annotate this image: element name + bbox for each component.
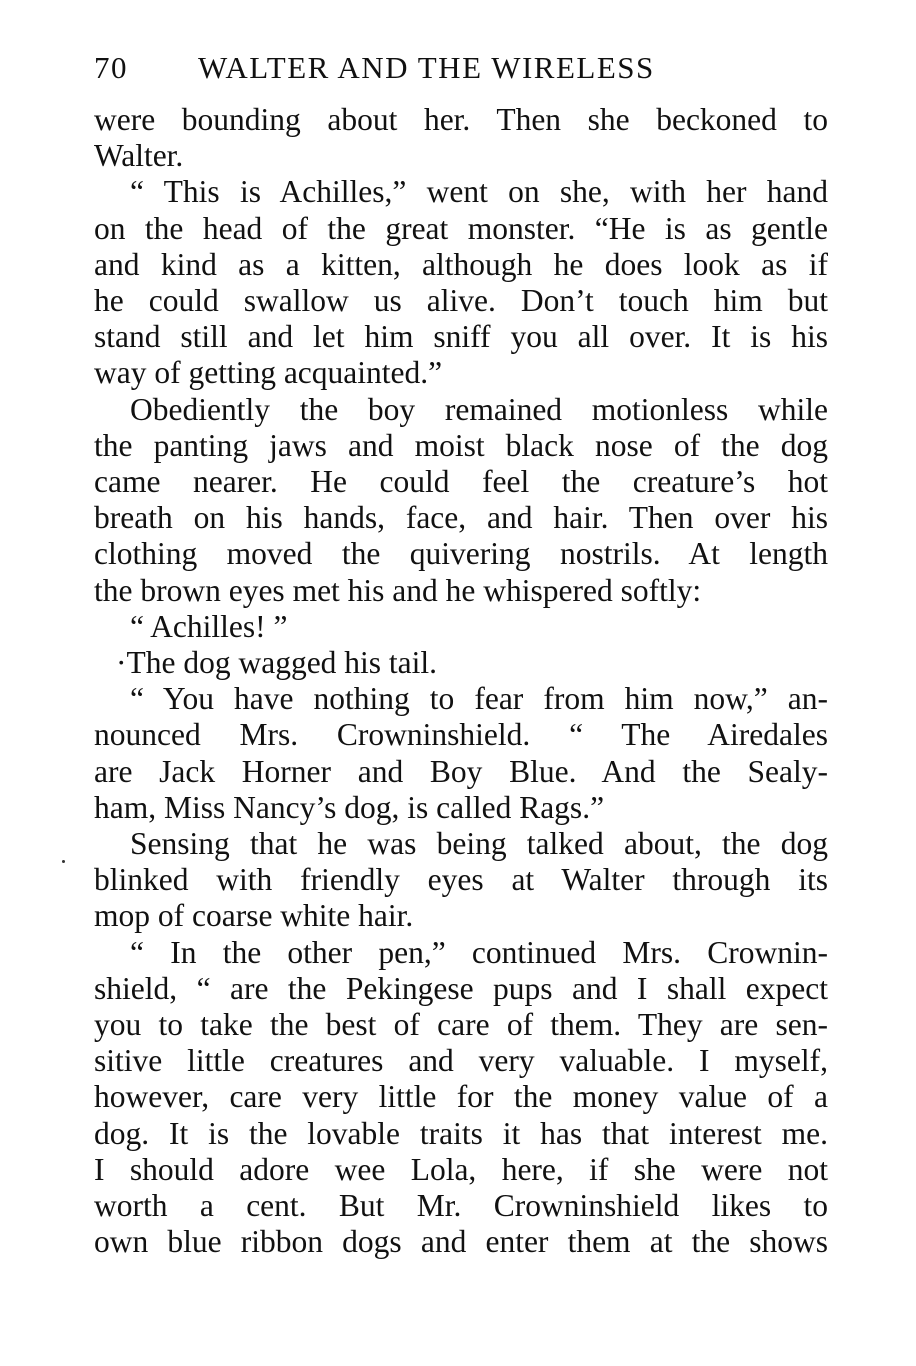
text-line: however, care very little for the money value of a: [94, 1079, 828, 1115]
paragraph: [94, 609, 828, 645]
text-line: shield, “ are the Pekingese pups and I shall expect: [94, 970, 828, 1006]
text-line: stand still and let him sniff you all over. It is his: [94, 319, 828, 355]
text-line: blinked with friendly eyes at Walter through its: [94, 862, 828, 898]
text-line: clothing moved the quivering nostrils. At length: [94, 536, 828, 572]
stray-ink-mark: [62, 860, 65, 863]
text-line: on the head of the great monster. “He is as gentle: [94, 210, 828, 246]
paragraph: [94, 935, 828, 1261]
paragraph: [94, 645, 828, 681]
page-number: 70: [94, 50, 128, 85]
paragraph: [94, 681, 828, 826]
text-line: ·The dog wagged his tail.: [116, 645, 438, 681]
text-line: you to take the best of care of them. They are sen-: [94, 1007, 828, 1043]
paragraph: [94, 826, 828, 935]
text-line: way of getting acquainted.”: [94, 355, 443, 391]
text-line: “ Achilles! ”: [130, 608, 288, 644]
text-line: Walter.: [94, 138, 184, 174]
text-line: Obediently the boy remained motionless while: [130, 391, 828, 427]
text-line: the panting jaws and moist black nose of the dog: [94, 427, 828, 463]
text-line: and kind as a kitten, although he does look as if: [94, 246, 828, 282]
text-line: are Jack Horner and Boy Blue. And the Sealy-: [94, 753, 828, 789]
text-line: own blue ribbon dogs and enter them at the shows: [94, 1224, 828, 1260]
body-text: [94, 102, 828, 1261]
text-line: Sensing that he was being talked about, the dog: [130, 826, 828, 862]
paragraph: [94, 174, 828, 391]
running-title: WALTER AND THE WIRELESS: [198, 50, 655, 85]
text-line: worth a cent. But Mr. Crowninshield likes to: [94, 1188, 828, 1224]
text-line: “ In the other pen,” continued Mrs. Crownin-: [130, 934, 828, 970]
text-line: were bounding about her. Then she beckoned to: [94, 102, 828, 137]
book-page: [94, 50, 828, 1261]
text-line: “ This is Achilles,” went on she, with her hand: [130, 174, 828, 210]
text-line: came nearer. He could feel the creature’s hot: [94, 464, 828, 500]
text-line: “ You have nothing to fear from him now,” an-: [130, 681, 828, 717]
text-line: the brown eyes met his and he whispered softly:: [94, 572, 702, 608]
text-line: nounced Mrs. Crowninshield. “ The Airedales: [94, 717, 828, 753]
text-line: breath on his hands, face, and hair. Then over his: [94, 500, 828, 536]
text-line: ham, Miss Nancy’s dog, is called Rags.”: [94, 789, 605, 825]
text-line: sitive little creatures and very valuable. I myself,: [94, 1043, 828, 1079]
text-line: he could swallow us alive. Don’t touch him but: [94, 283, 828, 319]
paragraph: [94, 102, 828, 174]
running-head: [94, 50, 828, 94]
text-line: mop of coarse white hair.: [94, 898, 414, 934]
text-line: I should adore wee Lola, here, if she were not: [94, 1151, 828, 1187]
text-line: dog. It is the lovable traits it has that interest me.: [94, 1115, 828, 1151]
paragraph: [94, 392, 828, 609]
